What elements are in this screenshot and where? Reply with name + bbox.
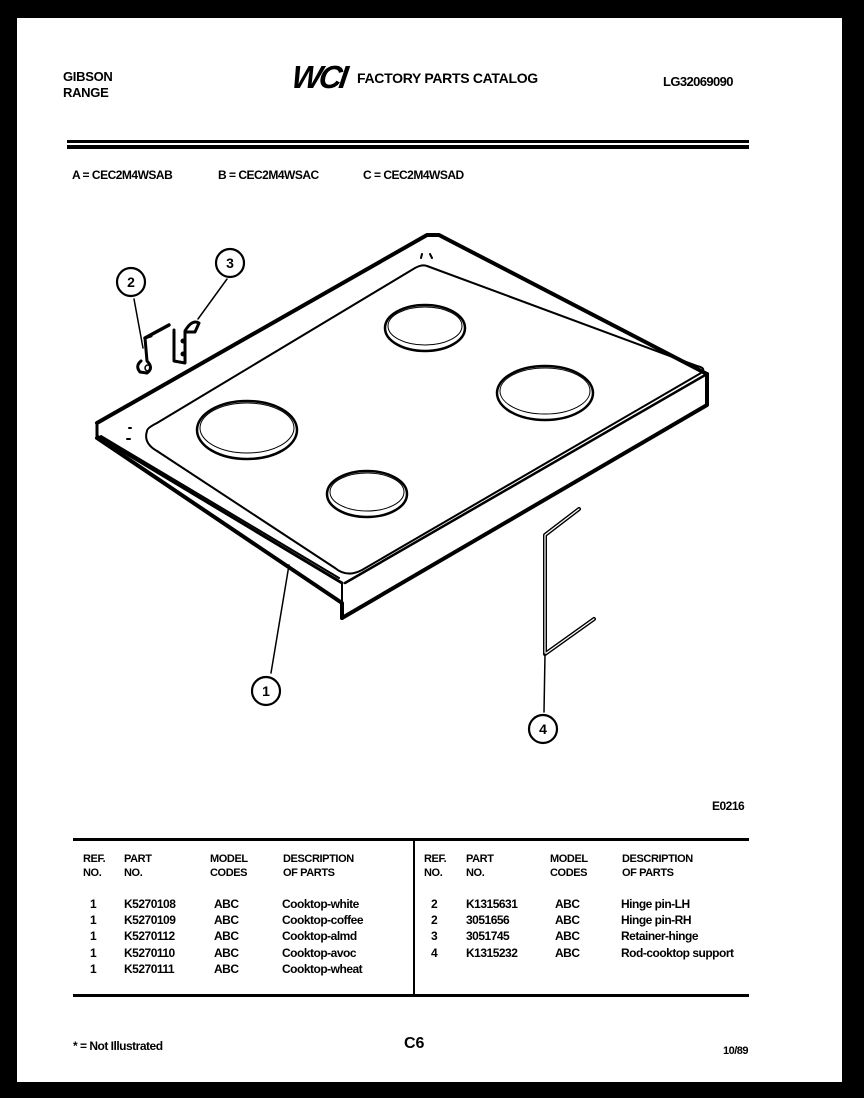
table-cell: ABC [214, 897, 239, 911]
catalog-title: FACTORY PARTS CATALOG [357, 70, 538, 86]
callout-1-label: 1 [262, 683, 270, 699]
left-part-column [124, 896, 175, 977]
drawing-id: E0216 [712, 799, 745, 813]
right-desc-column [621, 896, 733, 961]
revision-date: 10/89 [723, 1045, 749, 1057]
table-cell: 1 [90, 945, 97, 960]
product-type: RANGE [63, 85, 109, 100]
table-cell: Hinge pin-RH [621, 913, 691, 928]
table-cell: ABC [214, 929, 239, 944]
table-cell: Cooktop-almd [282, 929, 357, 944]
exploded-parts-diagram [17, 18, 842, 818]
table-cell: K5270110 [124, 945, 175, 960]
table-cell: K5270109 [124, 913, 176, 928]
table-cell: 2 [431, 913, 438, 928]
wci-logo: WCI [289, 59, 348, 95]
header-model-codes: MODEL CODES [210, 853, 248, 879]
table-cell: Cooktop-wheat [282, 961, 363, 976]
page-number: C6 [404, 1035, 425, 1052]
table-cell: ABC [214, 961, 239, 976]
header-ref-no-right: REF. NO. [424, 853, 447, 879]
table-cell: Cooktop-coffee [282, 913, 363, 928]
right-codes-column [555, 896, 580, 961]
table-cell: 1 [90, 913, 97, 928]
table-cell: K5270112 [124, 929, 175, 944]
table-cell: Retainer-hinge [621, 929, 699, 944]
model-code-a: A = CEC2M4WSAB [72, 168, 173, 182]
table-cell: Cooktop-avoc [282, 945, 357, 960]
table-cell: 3051745 [466, 929, 510, 944]
table-rule-top [73, 838, 749, 841]
catalog-page [17, 18, 842, 1082]
header-description-right: DESCRIPTION OF PARTS [622, 853, 693, 879]
table-cell: Hinge pin-LH [621, 897, 690, 911]
catalog-number: LG32069090 [663, 74, 733, 89]
table-cell: 3051656 [466, 913, 510, 928]
header-model-codes-right: MODEL CODES [550, 853, 588, 879]
header-part-no: PART NO. [124, 853, 152, 879]
table-cell: Cooktop-white [282, 897, 359, 911]
table-cell: ABC [555, 929, 580, 944]
table-cell: ABC [555, 897, 580, 911]
model-code-c: C = CEC2M4WSAD [363, 168, 464, 182]
left-codes-column [214, 896, 239, 977]
table-cell: K5270111 [124, 961, 175, 976]
table-cell: 4 [431, 945, 438, 960]
header-part-no-right: PART NO. [466, 853, 494, 879]
header-description: DESCRIPTION OF PARTS [283, 853, 354, 879]
table-cell: ABC [555, 913, 580, 928]
callout-2-label: 2 [127, 274, 135, 290]
table-cell: 1 [90, 897, 97, 911]
table-rule-bottom [73, 994, 749, 997]
table-cell: 2 [431, 897, 438, 911]
table-cell: 1 [90, 961, 97, 976]
brand-name: GIBSON [63, 69, 113, 84]
model-code-b: B = CEC2M4WSAC [218, 168, 319, 182]
table-cell: 1 [90, 929, 97, 944]
table-cell: Rod-cooktop support [621, 945, 734, 960]
right-part-column [466, 896, 517, 961]
table-cell: ABC [555, 945, 580, 960]
table-cell: ABC [214, 913, 239, 928]
callout-4-label: 4 [539, 721, 547, 737]
table-cell: ABC [214, 945, 239, 960]
left-desc-column [282, 896, 363, 977]
table-cell: K1315232 [466, 945, 518, 960]
table-cell: K5270108 [124, 897, 176, 911]
table-cell: K1315631 [466, 897, 518, 911]
footnote-not-illustrated: * = Not Illustrated [73, 1039, 163, 1053]
left-ref-column [90, 896, 96, 977]
right-ref-column [431, 896, 437, 961]
table-cell: 3 [431, 929, 438, 944]
table-divider [413, 840, 415, 996]
header-ref-no: REF. NO. [83, 853, 106, 879]
callout-3-label: 3 [226, 255, 234, 271]
